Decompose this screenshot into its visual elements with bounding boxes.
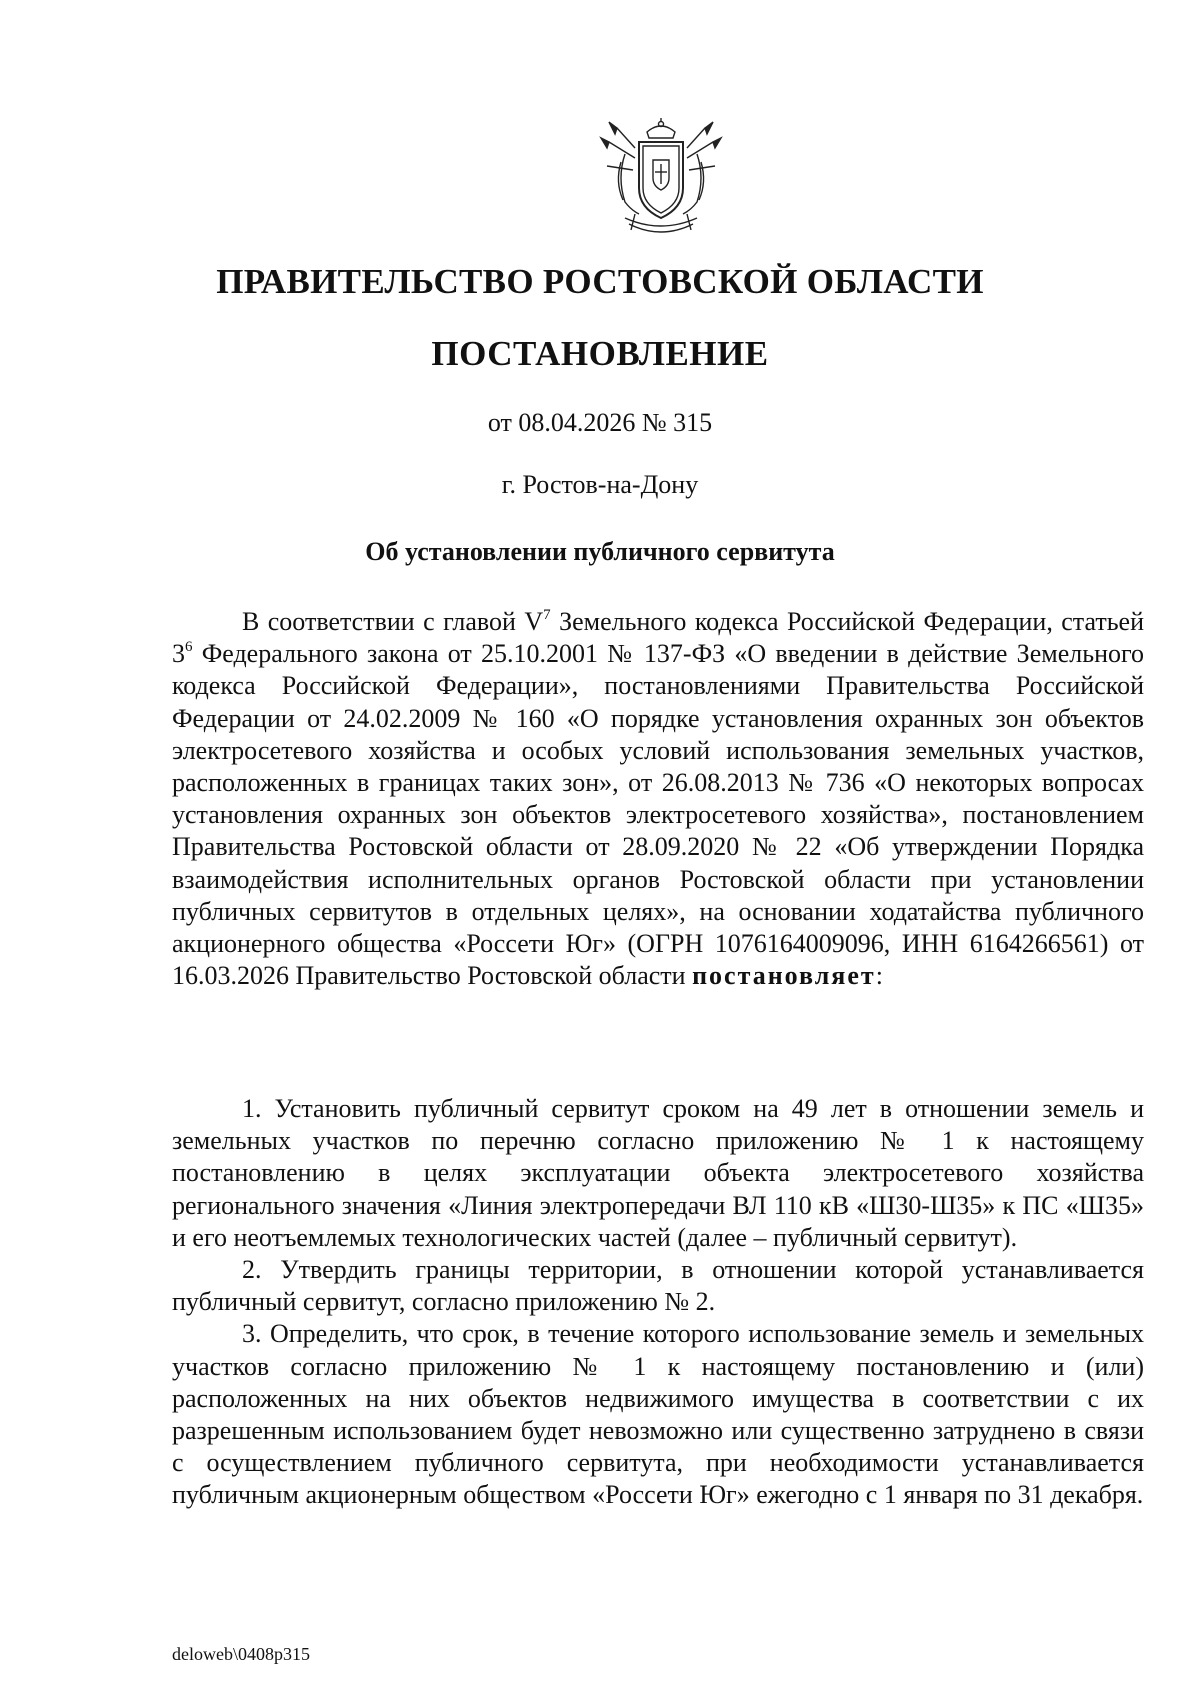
document-type: ПОСТАНОВЛЕНИЕ [431, 334, 769, 373]
coat-of-arms-icon [595, 118, 727, 240]
date-number-line: от 08.04.2026 № 315 [487, 408, 713, 437]
preamble-paragraph [172, 606, 1144, 992]
article-superscript: 6 [185, 639, 193, 656]
city-line: г. Ростов-на-Дону [501, 470, 699, 499]
document-subject: Об установлении публичного сервитута [365, 537, 835, 566]
government-title: ПРАВИТЕЛЬСТВО РОСТОВСКОЙ ОБЛАСТИ [216, 262, 984, 301]
decree-item-1: 1. Установить публичный сервитут сроком на 49 лет в отношении земель и земельных участков по перечню согласно приложению № 1 к настоящему постановлению в целях эксплуатации объекта электросетевого хозяйства регионального значения «Линия электропередачи ВЛ 110 кВ «Ш30-Ш35» к ПС «Ш35» и его неотъемлемых технологических частей (далее – публичный сервитут). [172, 1094, 1144, 1252]
preamble-end: : [875, 961, 883, 991]
preamble-text-2: Земельного кодекса Российской Федерации, статьей 3 [172, 607, 1145, 669]
preamble-text-3: Федерального закона от 25.10.2001 № 137-ФЗ «О введении в действие Земельного кодекса Российской Федерации», постановлениями Правительства Российской Федерации от 24.02.2009 № 160 «О порядке установления охранных зон объектов электросетевого хозяйства и особых условий использования земельных участков, расположенных в границах таких зон», от 26.08.2013 № 736 «О некоторых вопросах установления охранных зон объектов электросетевого хозяйства», постановлением Правительства Ростовской области от 28.09.2020 № 22 «Об утверждении Порядка взаимодействия исполнительных органов Ростовской области при установлении публичных сервитутов в отдельных целях», на основании ходатайства публичного акционерного общества «Россети Юг» (ОГРН 1076164009096, ИНН 6164266561) от 16.03.2026 Правительство Ростовской области [172, 639, 1144, 991]
decree-item-3: 3. Определить, что срок, в течение которого использование земель и земельных участков согласно приложению № 1 к настоящему постановлению и (или) расположенных на них объектов недвижимого имущества в соответствии с их разрешенным использованием будет невозможно или существенно затруднено в связи с осуществлением публичного сервитута, при необходимости устанавливается публичным акционерным обществом «Россети Юг» ежегодно с 1 января по 31 декабря. [172, 1319, 1144, 1510]
file-reference: deloweb\0408p315 [172, 1644, 310, 1664]
decree-item-2: 2. Утвердить границы территории, в отношении которой устанавливается публичный сервитут, согласно приложению № 2. [172, 1255, 1144, 1317]
chapter-superscript: 7 [543, 607, 551, 623]
preamble-text-1: В соответствии с главой V [242, 607, 544, 636]
decree-word: постановляет [692, 961, 876, 991]
decree-items [172, 1093, 1144, 1512]
